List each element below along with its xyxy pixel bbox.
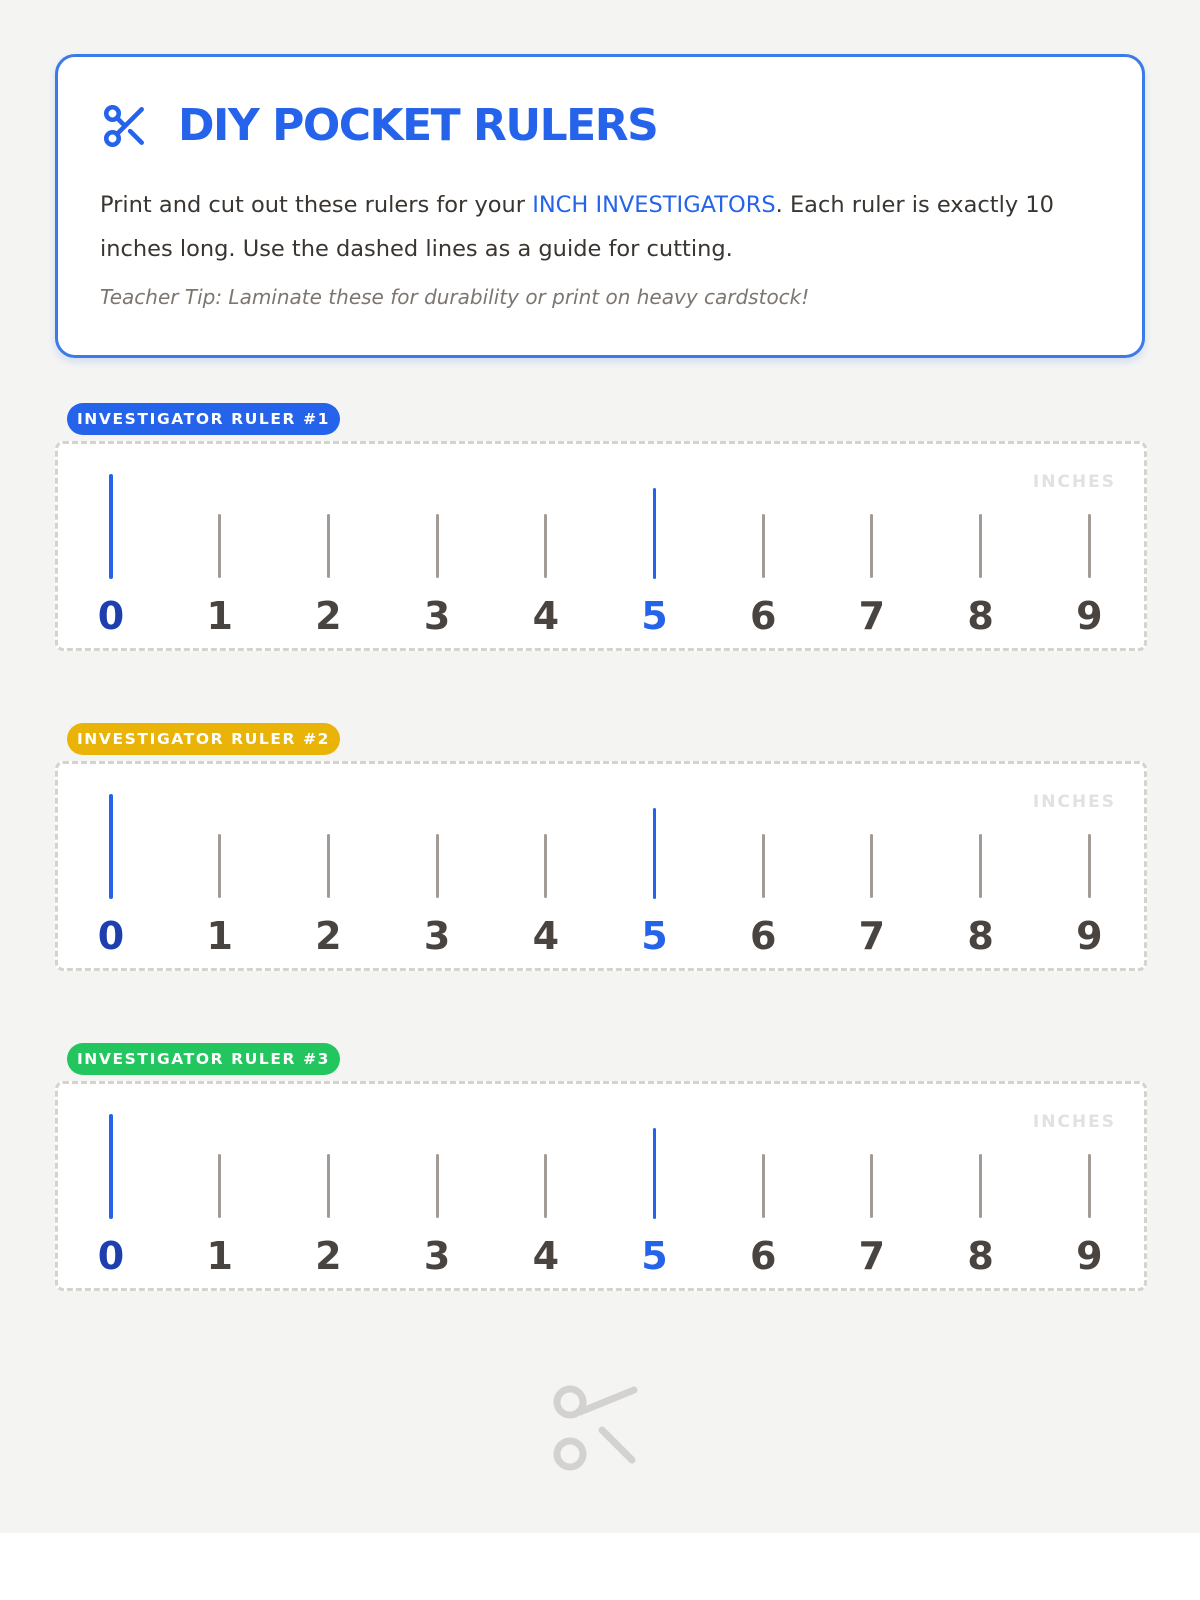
ruler-number: 2 — [315, 594, 342, 638]
ruler-number: 6 — [749, 914, 777, 958]
ruler-tick — [1088, 1154, 1091, 1218]
ruler-tick — [1088, 834, 1091, 898]
scissors-icon — [100, 101, 150, 151]
ruler-tick — [870, 834, 873, 898]
ruler-number: 6 — [749, 1234, 777, 1278]
ruler-tick — [436, 514, 439, 578]
ruler-tick — [109, 794, 113, 899]
ruler-tick — [109, 1114, 113, 1219]
ruler-number: 7 — [858, 594, 886, 638]
ruler-badge: INVESTIGATOR RULER #1 — [67, 403, 340, 435]
ruler-number: 1 — [206, 914, 233, 958]
ruler-tick — [218, 514, 221, 578]
ruler-badge: INVESTIGATOR RULER #2 — [67, 723, 340, 755]
ruler-number: 8 — [967, 594, 994, 638]
ruler-number: 3 — [423, 594, 451, 638]
ruler-tick — [327, 1154, 330, 1218]
ruler-cutout — [55, 761, 1147, 971]
ruler-number: 1 — [206, 594, 233, 638]
ruler-number: 9 — [1076, 1234, 1103, 1278]
ruler-number: 8 — [967, 1234, 994, 1278]
ruler-number: 7 — [858, 914, 886, 958]
ruler-number: 4 — [532, 1234, 560, 1278]
ruler-tick — [870, 514, 873, 578]
ruler-tick — [436, 834, 439, 898]
ruler-number: 1 — [206, 1234, 233, 1278]
units-label: INCHES — [1032, 1112, 1116, 1132]
ruler-tick — [653, 488, 656, 579]
ruler-number: 4 — [532, 594, 560, 638]
ruler-cutout — [55, 441, 1147, 651]
title-row — [100, 101, 657, 151]
ruler-tick — [327, 514, 330, 578]
intro-text-start: Print and cut out these rulers for your — [100, 192, 533, 218]
ruler-number: 7 — [858, 1234, 886, 1278]
ruler-number: 6 — [749, 594, 777, 638]
ruler-tick — [544, 834, 547, 898]
ruler-tick — [979, 514, 982, 578]
ruler-tick — [109, 474, 113, 579]
instructions-card — [55, 54, 1145, 358]
ruler-number: 2 — [315, 914, 342, 958]
teacher-tip: Teacher Tip: Laminate these for durability or print on heavy cardstock! — [100, 285, 810, 309]
ruler-tick — [218, 1154, 221, 1218]
ruler-number: 5 — [641, 594, 668, 638]
ruler-number: 9 — [1076, 594, 1103, 638]
intro-paragraph — [100, 183, 1110, 271]
ruler-tick — [544, 514, 547, 578]
ruler-tick — [870, 1154, 873, 1218]
ruler-number: 0 — [97, 1234, 125, 1278]
ruler-number: 5 — [641, 914, 668, 958]
ruler-tick — [762, 1154, 765, 1218]
units-label: INCHES — [1032, 472, 1116, 492]
ruler-tick — [653, 808, 656, 899]
ruler-number: 2 — [315, 1234, 342, 1278]
ruler-tick — [436, 1154, 439, 1218]
ruler-number: 0 — [97, 914, 125, 958]
ruler-tick — [979, 834, 982, 898]
ruler-tick — [653, 1128, 656, 1219]
ruler-cutout — [55, 1081, 1147, 1291]
scissors-icon — [552, 1380, 648, 1476]
ruler-number: 5 — [641, 1234, 668, 1278]
intro-highlight: INCH INVESTIGATORS — [532, 192, 776, 218]
ruler-tick — [218, 834, 221, 898]
ruler-number: 3 — [423, 1234, 451, 1278]
ruler-tick — [979, 1154, 982, 1218]
ruler-number: 3 — [423, 914, 451, 958]
intro-text-end: . Each ruler is exactly 10 inches long. Use the dashed lines as a guide for cutting. — [100, 192, 1054, 262]
ruler-badge: INVESTIGATOR RULER #3 — [67, 1043, 340, 1075]
ruler-tick — [1088, 514, 1091, 578]
ruler-tick — [762, 514, 765, 578]
ruler-tick — [544, 1154, 547, 1218]
ruler-tick — [762, 834, 765, 898]
ruler-number: 9 — [1076, 914, 1103, 958]
ruler-number: 4 — [532, 914, 560, 958]
ruler-number: 0 — [97, 594, 125, 638]
ruler-number: 8 — [967, 914, 994, 958]
units-label: INCHES — [1032, 792, 1116, 812]
ruler-tick — [327, 834, 330, 898]
page-title: DIY POCKET RULERS — [178, 100, 658, 151]
